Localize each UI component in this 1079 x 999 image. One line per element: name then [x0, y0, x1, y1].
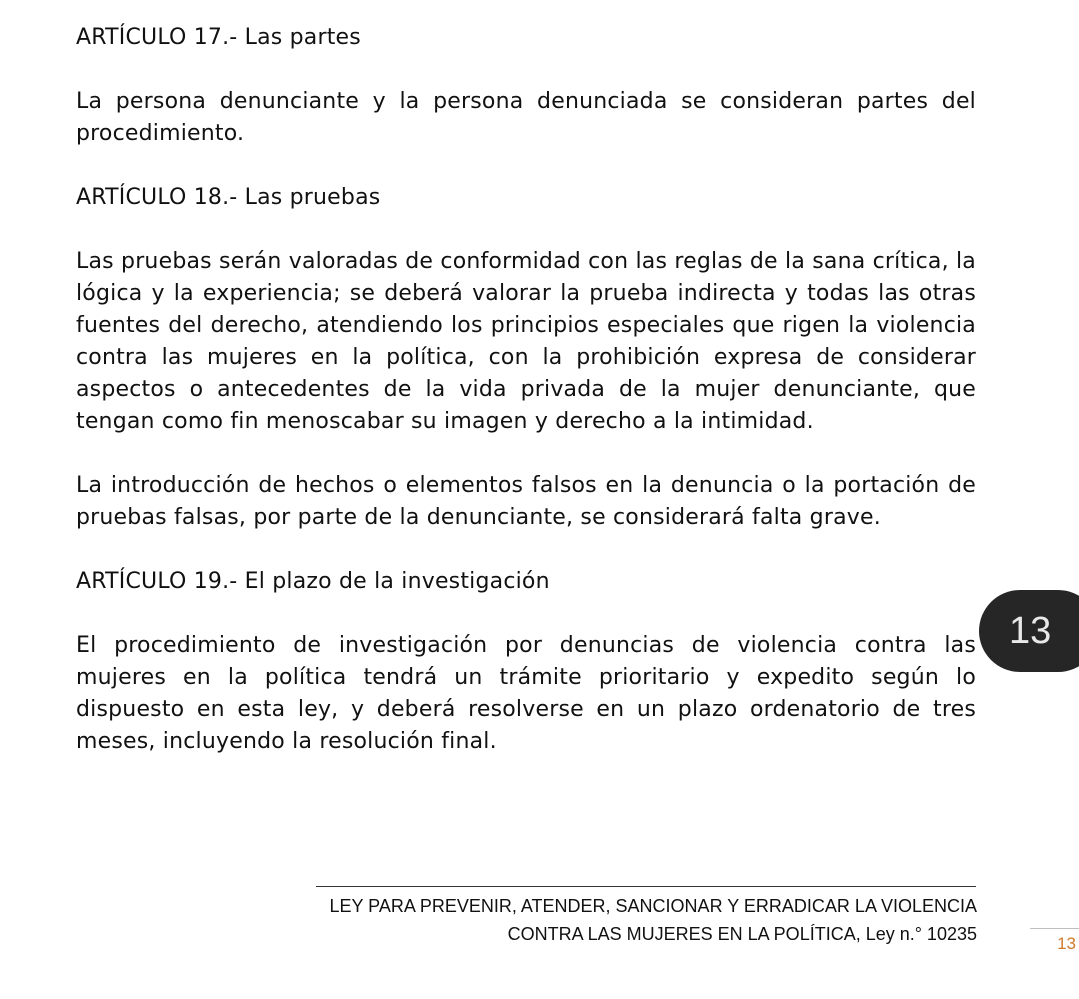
- page-number-divider: [1030, 928, 1079, 929]
- page-number-badge[interactable]: 13: [979, 590, 1079, 672]
- footer-page-number: 13: [1057, 934, 1076, 953]
- article-17-paragraph: La persona denunciante y la persona denunciada se consideran partes del procedimiento.: [76, 89, 976, 146]
- footer-title-line-1: LEY PARA PREVENIR, ATENDER, SANCIONAR Y ERRADICAR LA VIOLENCIA: [329, 896, 977, 916]
- article-18-heading: ARTÍCULO 18.- Las pruebas: [76, 185, 381, 210]
- footer-title-line-2: CONTRA LAS MUJERES EN LA POLÍTICA, Ley n.° 10235: [507, 924, 977, 944]
- article-19-paragraph: El procedimiento de investigación por denuncias de violencia contra las mujeres en la política tendrá un trámite prioritario y expedito según lo dispuesto en esta ley, y deberá resolverse en un plazo ordenatorio de tres meses, incluyendo la resolución final.: [76, 633, 976, 754]
- article-18-paragraph-2: La introducción de hechos o elementos falsos en la denuncia o la portación de pruebas falsas, por parte de la denunciante, se considerará falta grave.: [76, 473, 976, 530]
- document-body: [76, 22, 976, 758]
- footer: [300, 892, 977, 948]
- article-17-heading: ARTÍCULO 17.- Las partes: [76, 25, 361, 50]
- article-19-heading: ARTÍCULO 19.- El plazo de la investigación: [76, 569, 550, 594]
- footer-divider: [316, 886, 976, 887]
- article-18-paragraph-1: Las pruebas serán valoradas de conformidad con las reglas de la sana crítica, la lógica y la experiencia; se deberá valorar la prueba indirecta y todas las otras fuentes del derecho, atendiendo los principios especiales que rigen la violencia contra las mujeres en la política, con la prohibición expresa de considerar aspectos o antecedentes de la vida privada de la mujer denunciante, que tengan como fin menoscabar su imagen y derecho a la intimidad.: [76, 249, 976, 434]
